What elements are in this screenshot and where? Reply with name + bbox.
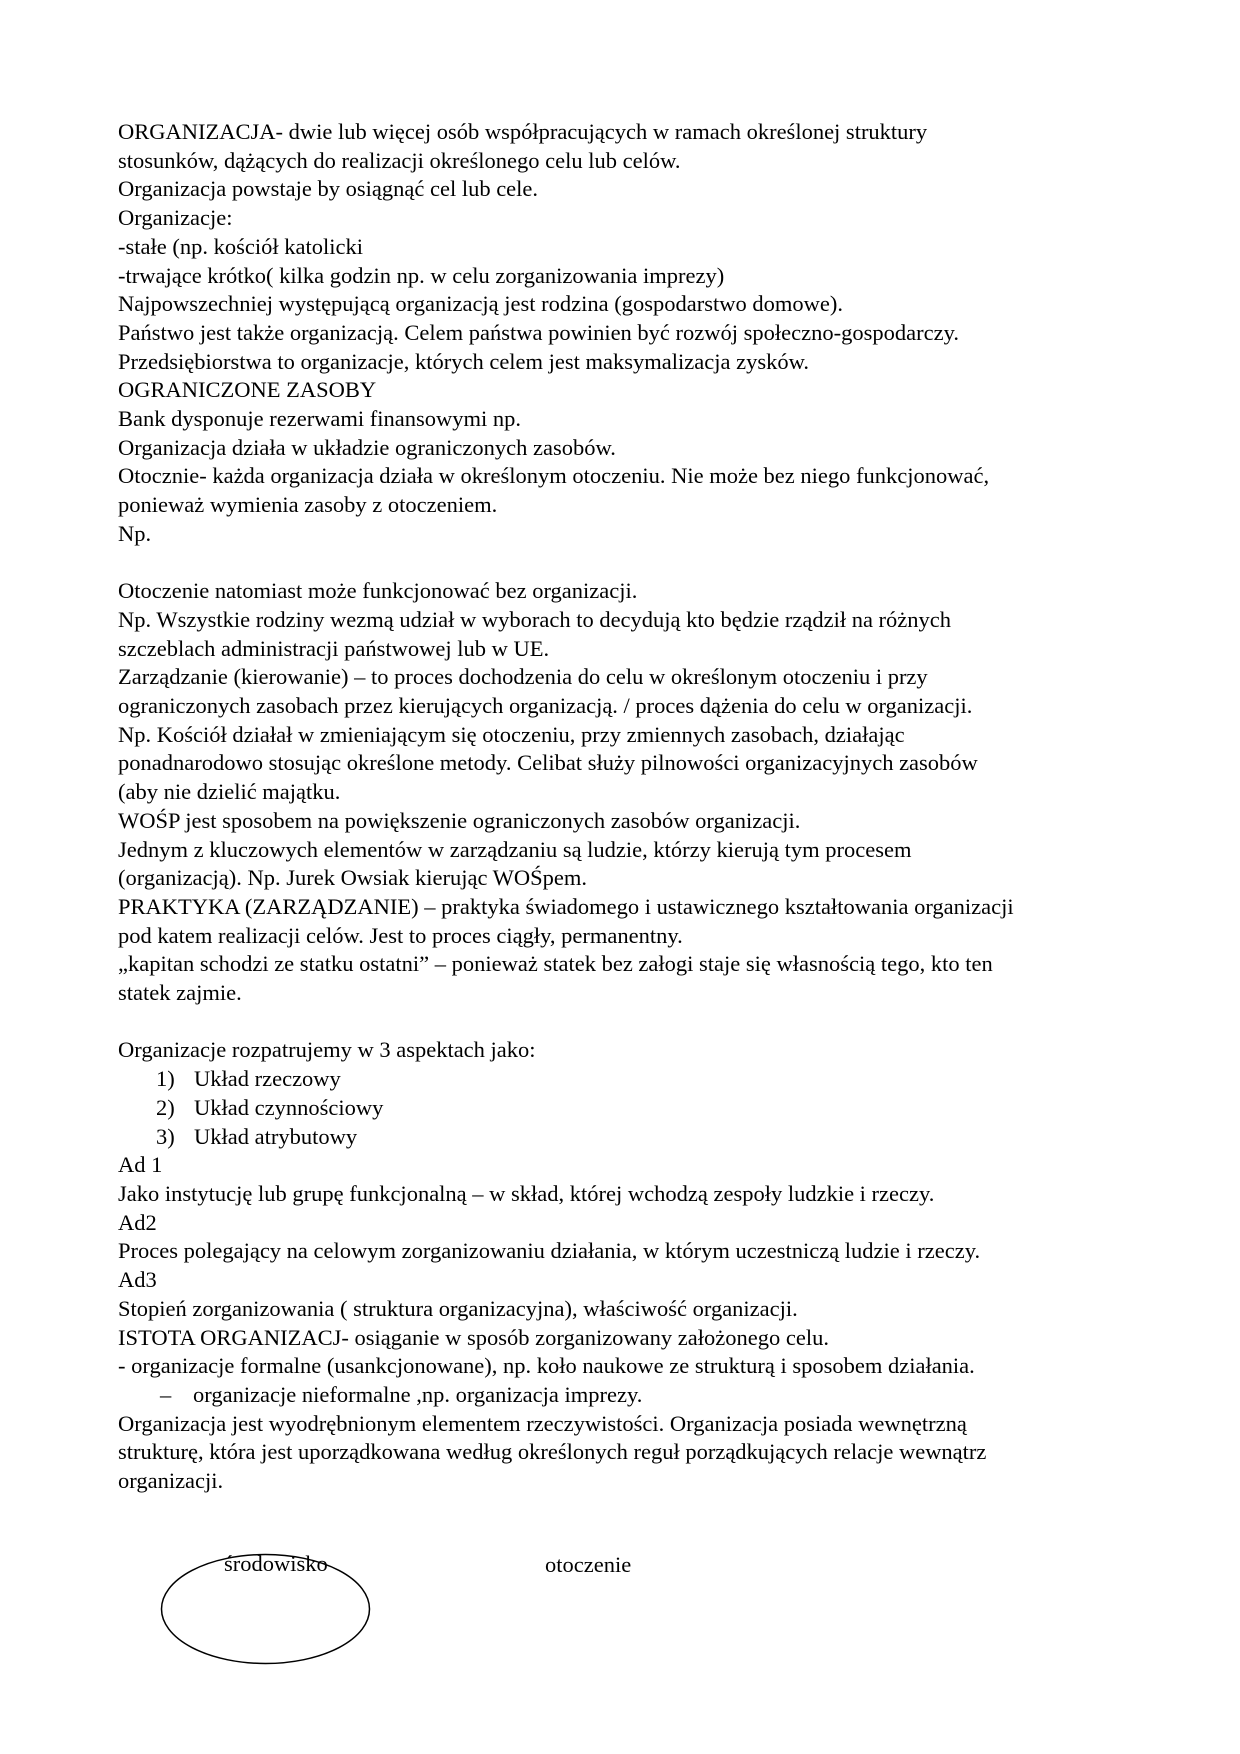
text-line: Ad2 bbox=[118, 1209, 157, 1235]
list-number: 3) bbox=[156, 1123, 175, 1149]
text-line: PRAKTYKA (ZARZĄDZANIE) – praktyka świadomego i ustawicznego kształtowania organizacji bbox=[118, 893, 1014, 919]
list-number: 1) bbox=[156, 1066, 175, 1092]
text-line: „kapitan schodzi ze statku ostatni” – ponieważ statek bez załogi staje się własnością tego, kto ten bbox=[118, 951, 993, 977]
text-line: Stopień zorganizowania ( struktura organizacyjna), właściwość organizacji. bbox=[118, 1295, 798, 1321]
text-line: Organizacje: bbox=[118, 205, 233, 231]
text-line: stosunków, dążących do realizacji określonego celu lub celów. bbox=[118, 147, 681, 173]
text-line: ISTOTA ORGANIZACJ- osiąganie w sposób zorganizowany założonego celu. bbox=[118, 1324, 829, 1350]
text-line: OGRANICZONE ZASOBY bbox=[118, 377, 377, 403]
text-block-aspects bbox=[118, 1151, 1138, 1381]
blank-line bbox=[118, 549, 1138, 578]
text-line: Organizacje rozpatrujemy w 3 aspektach jako: bbox=[118, 1037, 536, 1063]
text-line: Organizacja działa w układzie ograniczonych zasobów. bbox=[118, 434, 616, 460]
list-number: 2) bbox=[156, 1094, 175, 1120]
text-line: (organizacją). Np. Jurek Owsiak kierując WOŚpem. bbox=[118, 865, 588, 891]
text-line: Najpowszechniej występującą organizacją jest rodzina (gospodarstwo domowe). bbox=[118, 291, 843, 317]
text-line: ograniczonych zasobach przez kierujących organizacją. / proces dążenia do celu w organizacji. bbox=[118, 693, 973, 719]
text-line: organizacji. bbox=[118, 1468, 224, 1494]
text-line: Organizacja powstaje by osiągnąć cel lub cele. bbox=[118, 176, 539, 202]
ellipse-label: środowisko bbox=[224, 1551, 328, 1576]
text-line: ponadnarodowo stosując określone metody. Celibat służy pilnowości organizacyjnych zasobów bbox=[118, 750, 978, 776]
text-line: szczeblach administracji państwowej lub w UE. bbox=[118, 635, 550, 661]
outside-label: otoczenie bbox=[545, 1552, 632, 1577]
dash-item-text: organizacje nieformalne ,np. organizacja imprezy. bbox=[193, 1381, 643, 1407]
text-line: ORGANIZACJA- dwie lub więcej osób współpracujących w ramach określonej struktury bbox=[118, 119, 928, 144]
document-body bbox=[118, 118, 1138, 1496]
text-line: Jako instytucję lub grupę funkcjonalną – w skład, której wchodzą zespoły ludzkie i rzeczy. bbox=[118, 1180, 935, 1206]
text-line: Ad 1 bbox=[118, 1152, 163, 1178]
text-line: ponieważ wymienia zasoby z otoczeniem. bbox=[118, 492, 498, 518]
text-line: WOŚP jest sposobem na powiększenie ograniczonych zasobów organizacji. bbox=[118, 807, 801, 833]
dash-bullet: – bbox=[160, 1381, 172, 1407]
list-item-text: Układ atrybutowy bbox=[194, 1123, 358, 1149]
dash-list-item bbox=[118, 1381, 1138, 1410]
list-item-text: Układ czynnościowy bbox=[194, 1094, 384, 1120]
list-item bbox=[118, 1123, 1138, 1152]
text-line: Ad3 bbox=[118, 1267, 157, 1293]
text-line: strukturę, która jest uporządkowana według określonych reguł porządkujących relacje wewnątrz bbox=[118, 1439, 987, 1465]
text-line: -trwające krótko( kilka godzin np. w celu zorganizowania imprezy) bbox=[118, 262, 725, 288]
list-item bbox=[118, 1065, 1138, 1094]
text-line: Przedsiębiorstwa to organizacje, których celem jest maksymalizacja zysków. bbox=[118, 348, 810, 374]
text-line: Np. Wszystkie rodziny wezmą udział w wyborach to decydują kto będzie rządził na różnych bbox=[118, 606, 952, 632]
text-line: Organizacja jest wyodrębnionym elementem rzeczywistości. Organizacja posiada wewnętrzną bbox=[118, 1410, 967, 1436]
text-block-intro bbox=[118, 118, 1138, 1065]
text-line: Zarządzanie (kierowanie) – to proces dochodzenia do celu w określonym otoczeniu i przy bbox=[118, 664, 928, 690]
text-line: - organizacje formalne (usankcjonowane), np. koło naukowe ze strukturą i sposobem działania. bbox=[118, 1353, 975, 1379]
numbered-list bbox=[118, 1065, 1138, 1151]
text-line: -stałe (np. kościół katolicki bbox=[118, 233, 363, 259]
text-line: Np. Kościół działał w zmieniającym się otoczeniu, przy zmiennych zasobach, działając bbox=[118, 721, 905, 747]
text-line: pod katem realizacji celów. Jest to proces ciągły, permanentny. bbox=[118, 922, 683, 948]
environment-diagram bbox=[160, 1551, 632, 1673]
blank-line bbox=[118, 1008, 1138, 1037]
text-line: Jednym z kluczowych elementów w zarządzaniu są ludzie, którzy kierują tym procesem bbox=[118, 836, 912, 862]
text-line: (aby nie dzielić majątku. bbox=[118, 779, 341, 805]
text-line: Otocznie- każda organizacja działa w określonym otoczeniu. Nie może bez niego funkcjonować, bbox=[118, 463, 990, 489]
text-line: Państwo jest także organizacją. Celem państwa powinien być rozwój społeczno-gospodarczy. bbox=[118, 319, 959, 345]
text-line: Np. bbox=[118, 520, 152, 546]
text-line: Otoczenie natomiast może funkcjonować bez organizacji. bbox=[118, 578, 638, 604]
text-line: Bank dysponuje rezerwami finansowymi np. bbox=[118, 406, 522, 432]
text-line: statek zajmie. bbox=[118, 980, 242, 1006]
list-item bbox=[118, 1094, 1138, 1123]
list-item-text: Układ rzeczowy bbox=[194, 1066, 341, 1092]
text-line: Proces polegający na celowym zorganizowaniu działania, w którym uczestniczą ludzie i rzeczy. bbox=[118, 1238, 981, 1264]
text-block-final bbox=[118, 1410, 1138, 1496]
